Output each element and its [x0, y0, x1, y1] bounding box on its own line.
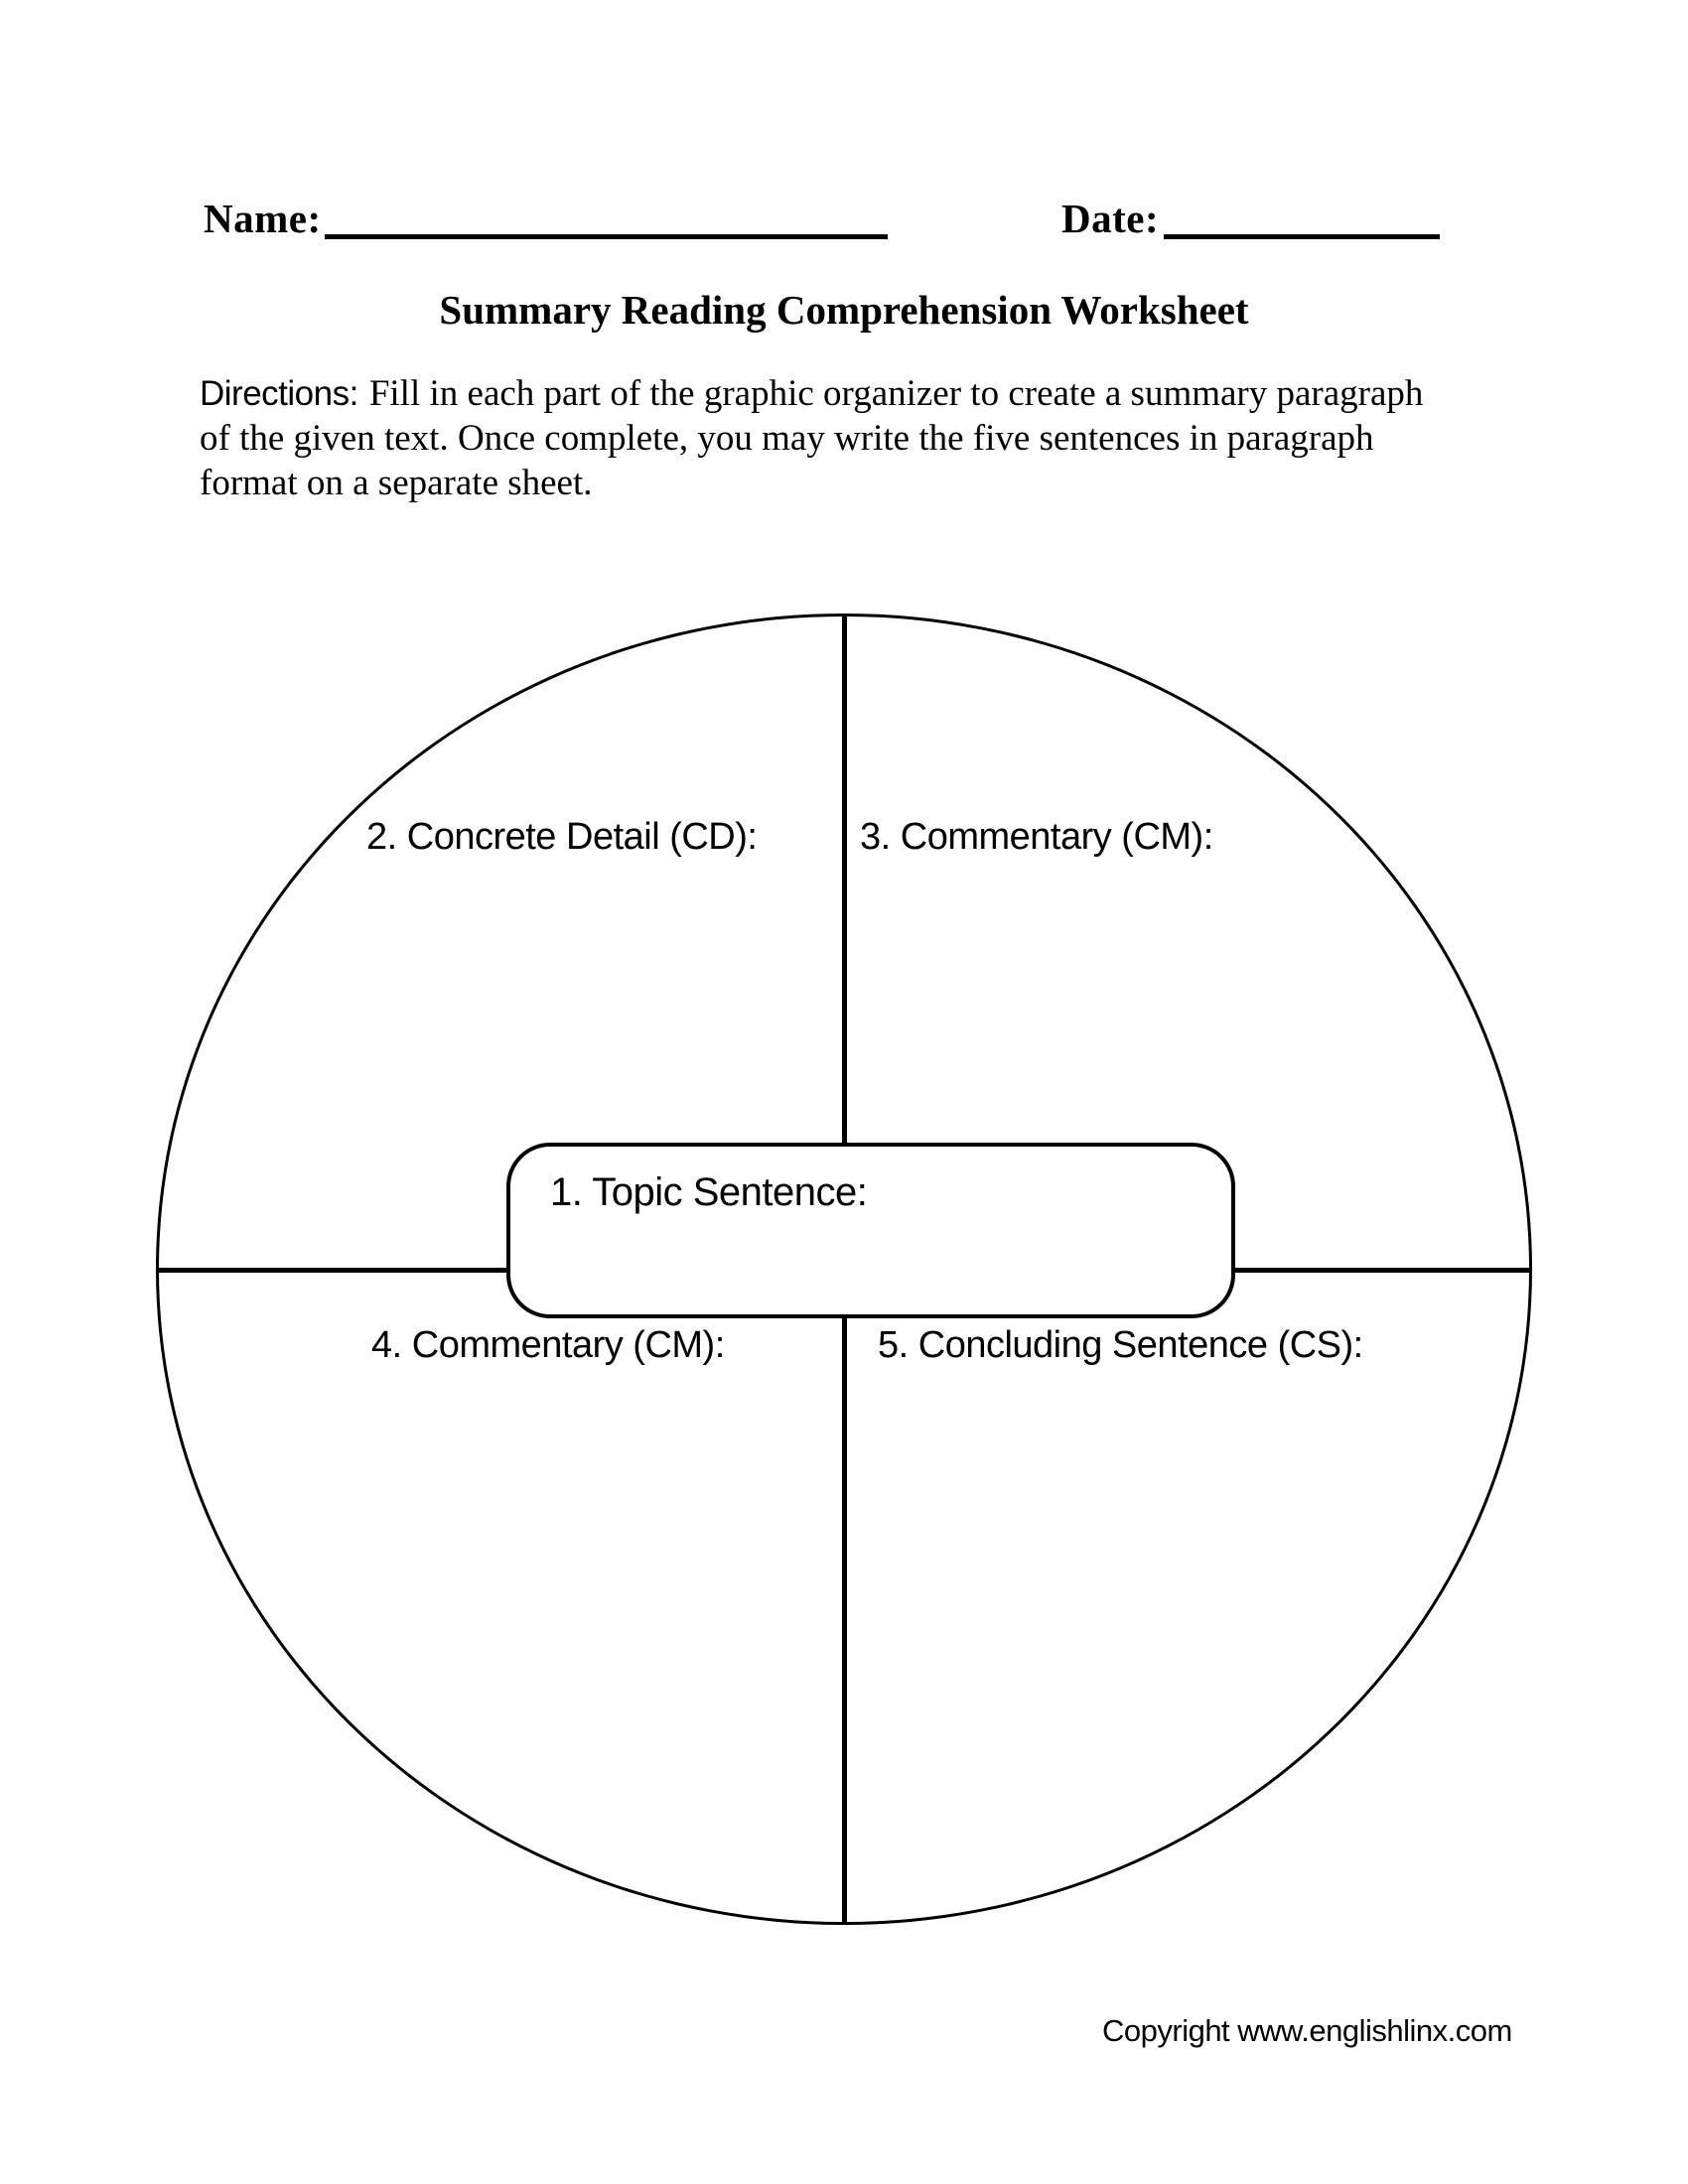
copyright-text: Copyright www.englishlinx.com [1102, 2013, 1512, 2048]
topic-sentence-box [506, 1143, 1235, 1318]
date-label: Date: [1061, 196, 1160, 241]
quadrant-label-concluding-sentence: 5. Concluding Sentence (CS): [878, 1324, 1363, 1366]
quadrant-label-concrete-detail: 2. Concrete Detail (CD): [366, 816, 758, 858]
name-label: Name: [204, 196, 322, 241]
quadrant-label-commentary-4: 4. Commentary (CM): [371, 1324, 725, 1366]
directions-line-3: format on a separate sheet. [200, 463, 593, 503]
directions-line-1-text: Fill in each part of the graphic organizer to create a summary paragraph [368, 373, 1424, 414]
directions-label: Directions: [200, 374, 358, 413]
quadrant-label-commentary-3: 3. Commentary (CM): [860, 816, 1213, 858]
page-title: Summary Reading Comprehension Worksheet [439, 287, 1249, 333]
directions-line-2: of the given text. Once complete, you may write the five sentences in paragraph [200, 418, 1374, 459]
topic-sentence-label: 1. Topic Sentence: [550, 1170, 868, 1214]
